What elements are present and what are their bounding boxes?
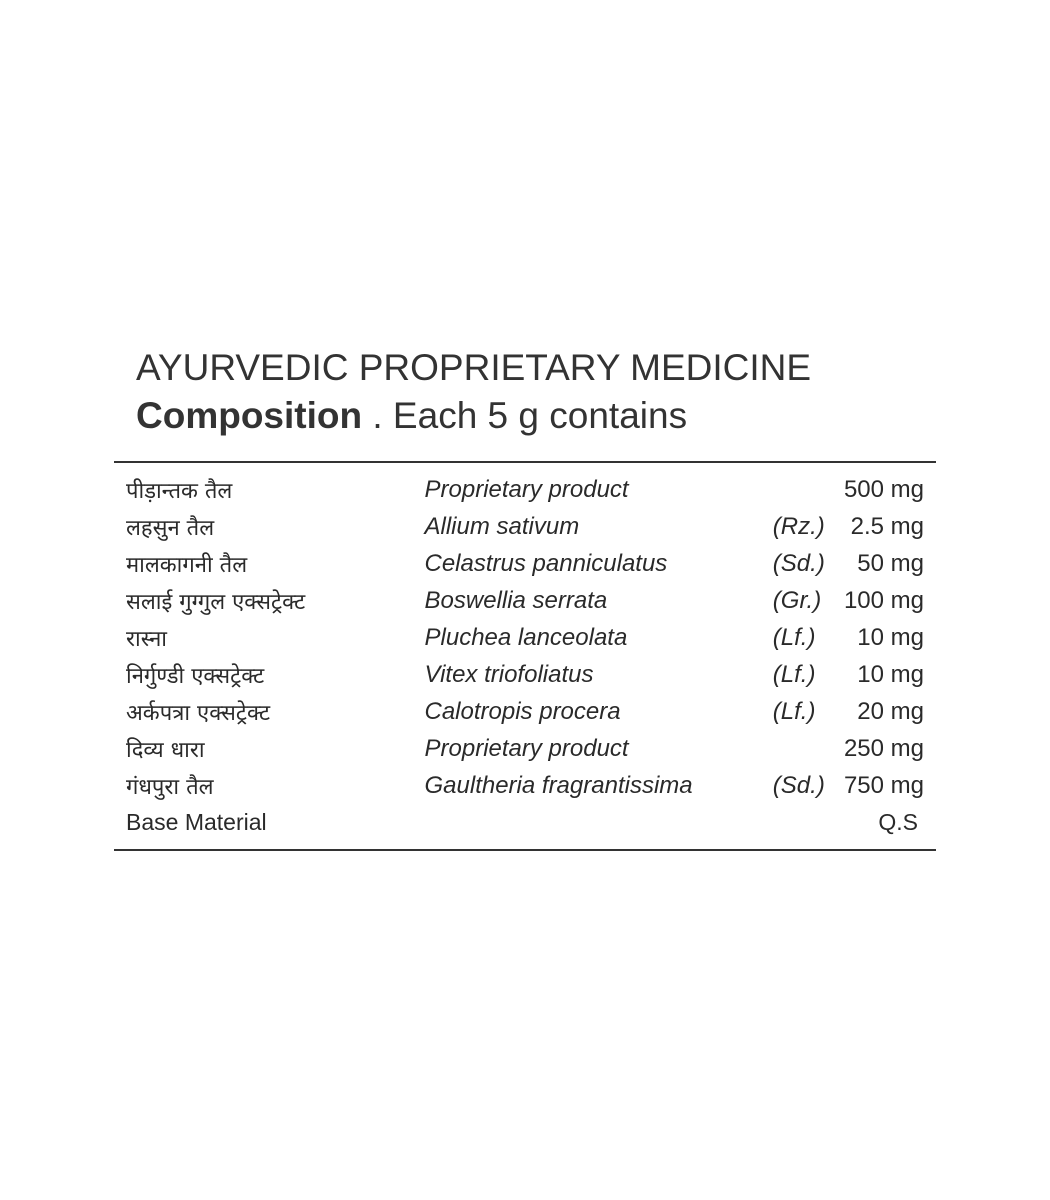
quantity: 2.5 mg [850, 512, 924, 540]
hindi-name: दिव्य धारा [126, 737, 205, 763]
plant-part: (Lf.) [772, 660, 816, 688]
composition-label: Composition [136, 395, 363, 436]
botanical-name: Allium sativum [424, 512, 580, 540]
plant-part: (Sd.) [772, 771, 825, 799]
medicine-type-heading: AYURVEDIC PROPRIETARY MEDICINE [136, 347, 812, 388]
quantity: 750 mg [843, 771, 924, 799]
composition-dose-text: . Each 5 g contains [362, 395, 688, 436]
table-row [114, 545, 936, 582]
hindi-name: रास्ना [126, 626, 168, 652]
hindi-name: पीड़ान्तक तैल [126, 478, 233, 504]
table-row [114, 693, 936, 730]
top-divider [114, 461, 936, 463]
table-row [114, 656, 936, 693]
plant-part: (Rz.) [772, 512, 825, 540]
quantity: 250 mg [843, 734, 924, 762]
botanical-name: Vitex triofoliatus [424, 660, 594, 688]
plant-part: (Lf.) [772, 623, 816, 651]
table-row [114, 508, 936, 545]
botanical-name: Celastrus panniculatus [424, 549, 668, 577]
hindi-name: मालकागनी तैल [126, 552, 248, 578]
table-row [114, 582, 936, 619]
quantity: 100 mg [843, 586, 924, 614]
table-row [114, 767, 936, 804]
hindi-name: निर्गुण्डी एक्सट्रेक्ट [126, 663, 265, 689]
quantity: 10 mg [857, 660, 924, 688]
hindi-name: सलाई गुग्गुल एक्सट्रेक्ट [126, 589, 306, 615]
botanical-name: Proprietary product [424, 734, 629, 762]
plant-part [773, 730, 844, 767]
table-row [114, 730, 936, 767]
botanical-name: Boswellia serrata [424, 586, 608, 614]
quantity: 10 mg [857, 623, 924, 651]
botanical-name: Proprietary product [424, 475, 629, 503]
bottom-divider [114, 849, 936, 851]
composition-panel [114, 345, 936, 851]
table-row [114, 471, 936, 508]
quantity: 20 mg [857, 697, 924, 725]
empty-cell [425, 804, 773, 841]
plant-part: (Sd.) [772, 549, 825, 577]
base-material-quantity: Q.S [878, 809, 918, 835]
plant-part: (Gr.) [772, 586, 822, 614]
hindi-name: लहसुन तैल [126, 515, 215, 541]
botanical-name: Pluchea lanceolata [424, 623, 628, 651]
composition-heading [136, 391, 936, 441]
botanical-name: Calotropis procera [424, 697, 621, 725]
hindi-name: गंधपुरा तैल [126, 774, 214, 800]
empty-cell [773, 804, 844, 841]
composition-table [114, 471, 936, 841]
table-row [114, 619, 936, 656]
quantity: 500 mg [843, 475, 924, 503]
botanical-name: Gaultheria fragrantissima [424, 771, 693, 799]
plant-part [773, 471, 844, 508]
quantity: 50 mg [857, 549, 924, 577]
base-material-row [114, 804, 936, 841]
hindi-name: अर्कपत्रा एक्सट्रेक्ट [126, 700, 271, 726]
plant-part: (Lf.) [772, 697, 816, 725]
base-material-label: Base Material [126, 809, 267, 835]
